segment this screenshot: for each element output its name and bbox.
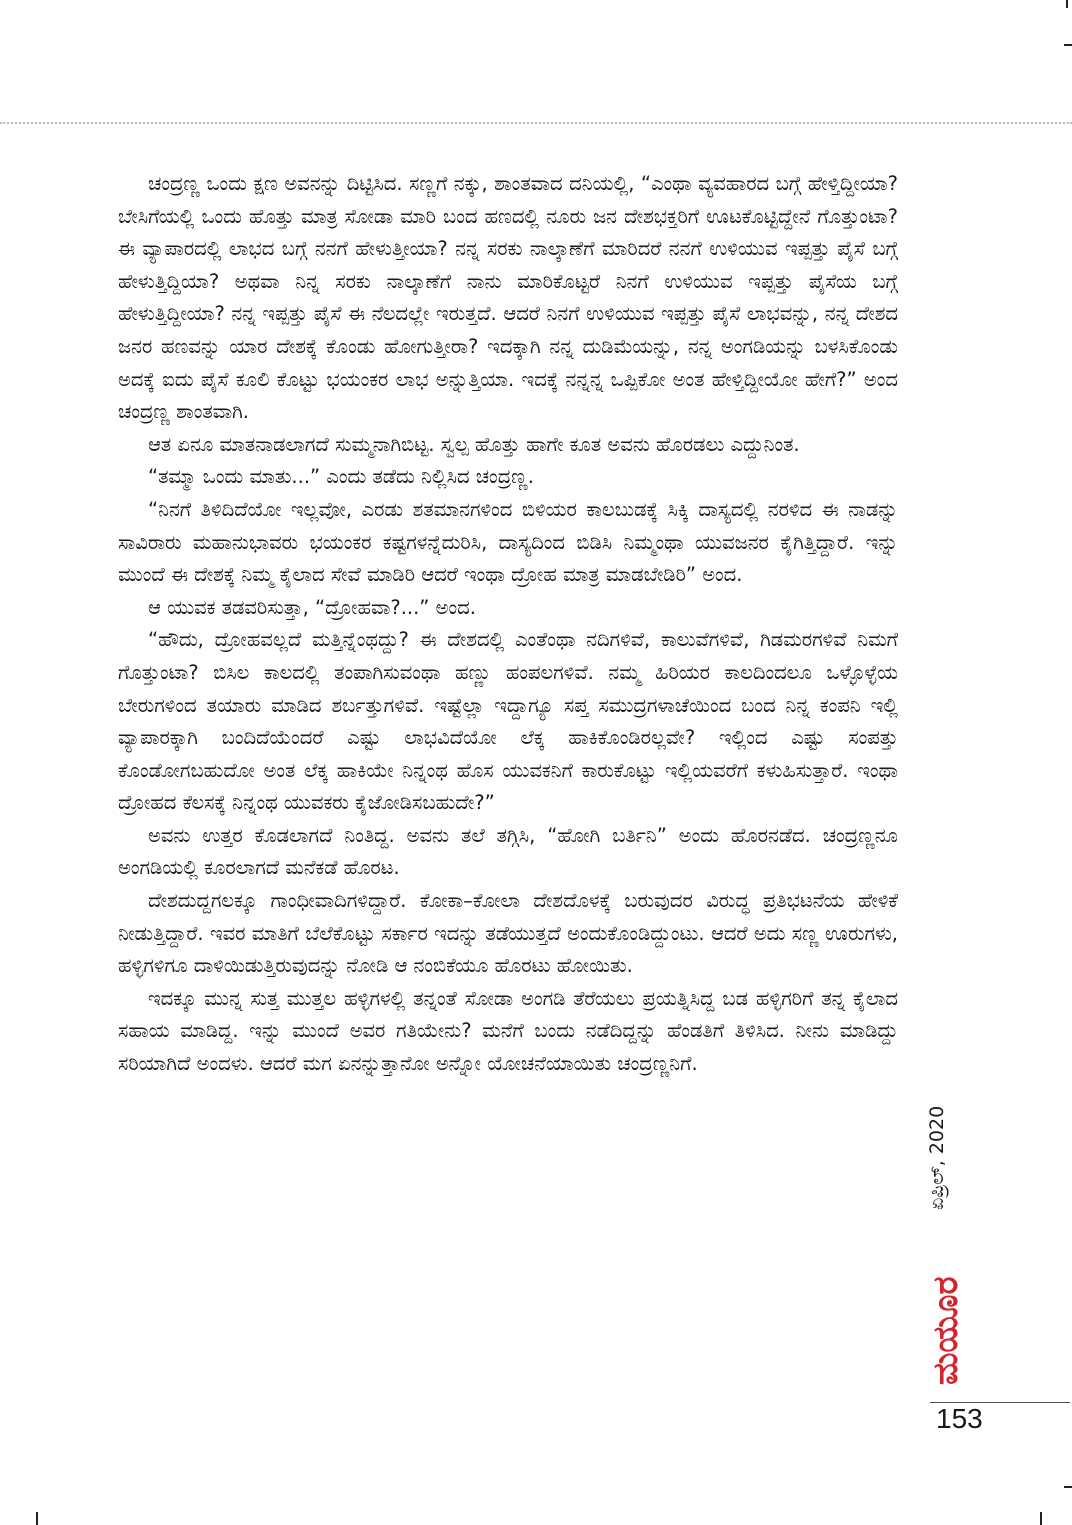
side-margin xyxy=(922,1100,966,1400)
paragraph: ದೇಶದುದ್ದಗಲಕ್ಕೂ ಗಾಂಧೀವಾದಿಗಳಿದ್ದಾರೆ. ಕೋಕಾ–ಕೋಲಾ ದೇಶದೊಳಕ್ಕೆ ಬರುವುದರ ವಿರುದ್ಧ ಪ್ರತಿಭಟನೆಯ ಹೇಳಿಕೆ ನೀಡುತ್ತಿದ್ದಾರೆ. ಇವರ ಮಾತಿಗೆ ಬೆಲೆಕೊಟ್ಟು ಸರ್ಕಾರ ಇದನ್ನು ತಡೆಯುತ್ತದೆ ಅಂದುಕೊಂಡಿದ್ದುಂಟು. ಆದರೆ ಅದು ಸಣ್ಣ ಊರುಗಳು, ಹಳ್ಳಿಗಳಿಗೂ ದಾಳಿಯಿಡುತ್ತಿರುವುದನ್ನು ನೋಡಿ ಆ ನಂಬಿಕೆಯೂ ಹೊರಟು ಹೋಯಿತು. xyxy=(118,889,898,978)
crop-mark-top xyxy=(1066,0,1068,8)
crop-mark-bottom-right xyxy=(1040,1512,1042,1525)
paragraph: ಆತ ಏನೂ ಮಾತನಾಡಲಾಗದೆ ಸುಮ್ಮನಾಗಿಬಿಟ್ಟ. ಸ್ವಲ್ಪ ಹೊತ್ತು ಹಾಗೇ ಕೂತ ಅವನು ಹೊರಡಲು ಎದ್ದುನಿಂತ. xyxy=(148,432,800,456)
paragraph: ಆ ಯುವಕ ತಡವರಿಸುತ್ತಾ, “ದ್ರೋಹವಾ?...” ಅಂದ. xyxy=(148,595,476,619)
crop-mark-right-top xyxy=(1064,44,1072,46)
page-number: 153 xyxy=(936,1403,983,1434)
paragraph: ಇದಕ್ಕೂ ಮುನ್ನ ಸುತ್ತ ಮುತ್ತಲ ಹಳ್ಳಿಗಳಲ್ಲಿ ತನ್ನಂತೆ ಸೋಡಾ ಅಂಗಡಿ ತೆರೆಯಲು ಪ್ರಯತ್ನಿಸಿದ್ದ ಬಡ ಹಳ್ಳಿಗರಿಗೆ ತನ್ನ ಕೈಲಾದ ಸಹಾಯ ಮಾಡಿದ್ದ. ಇನ್ನು ಮುಂದೆ ಅವರ ಗತಿಯೇನು? ಮನೆಗೆ ಬಂದು ನಡೆದಿದ್ದನ್ನು ಹೆಂಡತಿಗೆ ತಿಳಿಸಿದ. ನೀನು ಮಾಡಿದ್ದು ಸರಿಯಾಗಿದೆ ಅಂದಳು. ಆದರೆ ಮಗ ಏನನ್ನುತ್ತಾನೋ ಅನ್ನೋ ಯೋಚನೆಯಾಯಿತು ಚಂದ್ರಣ್ಣನಿಗೆ. xyxy=(118,986,898,1076)
paragraph: “ತಮ್ಮಾ ಒಂದು ಮಾತು...” ಎಂದು ತಡೆದು ನಿಲ್ಲಿಸಿದ ಚಂದ್ರಣ್ಣ. xyxy=(148,465,534,489)
paragraph: ಅವನು ಉತ್ತರ ಕೊಡಲಾಗದೆ ನಿಂತಿದ್ದ. ಅವನು ತಲೆ ತಗ್ಗಿಸಿ, “ಹೋಗಿ ಬರ್ತಿನಿ” ಅಂದು ಹೊರನಡೆದ. ಚಂದ್ರಣ್ಣನೂ ಅಂಗಡಿಯಲ್ಲಿ ಕೂರಲಾಗದೆ ಮನೆಕಡೆ ಹೊರಟ. xyxy=(118,823,898,880)
header-dotted-rule xyxy=(0,122,1072,124)
issue-date: ಏಪ್ರಿಲ್, 2020 xyxy=(926,1105,948,1210)
crop-mark-right-bottom xyxy=(1064,1486,1072,1488)
crop-mark-bottom-left xyxy=(36,1512,38,1525)
paragraph: ಚಂದ್ರಣ್ಣ ಒಂದು ಕ್ಷಣ ಅವನನ್ನು ದಿಟ್ಟಿಸಿದ. ಸಣ್ಣಗೆ ನಕ್ಕು, ಶಾಂತವಾದ ದನಿಯಲ್ಲಿ, “ಎಂಥಾ ವ್ಯವಹಾರದ ಬಗ್ಗೆ ಹೇಳ್ತಿದ್ದೀಯಾ? ಬೇಸಿಗೆಯಲ್ಲಿ ಒಂದು ಹೊತ್ತು ಮಾತ್ರ ಸೋಡಾ ಮಾರಿ ಬಂದ ಹಣದಲ್ಲಿ ನೂರು ಜನ ದೇಶಭಕ್ತರಿಗೆ ಊಟಕೊಟ್ಟಿದ್ದೇನೆ ಗೊತ್ತುಂಟಾ? ಈ ವ್ಯಾಪಾರದಲ್ಲಿ ಲಾಭದ ಬಗ್ಗೆ ನನಗೆ ಹೇಳುತ್ತೀಯಾ? ನನ್ನ ಸರಕು ನಾಲ್ಕಾಣೆಗೆ ಮಾರಿದರೆ ನನಗೆ ಉಳಿಯುವ ಇಪ್ಪತ್ತು ಪೈಸೆ ಬಗ್ಗೆ ಹೇಳುತ್ತಿದ್ದಿಯಾ? ಅಥವಾ ನಿನ್ನ ಸರಕು ನಾಲ್ಕಾಣೆಗೆ ನಾನು ಮಾರಿಕೊಟ್ಟರೆ ನಿನಗೆ ಉಳಿಯುವ ಇಪ್ಪತ್ತು ಪೈಸೆಯ ಬಗ್ಗೆ ಹೇಳುತ್ತಿದ್ದೀಯಾ? ನನ್ನ ಇಪ್ಪತ್ತು ಪೈಸೆ ಈ ನೆಲದಲ್ಲೇ ಇರುತ್ತದೆ. ಆದರೆ ನಿನಗೆ ಉಳಿಯುವ ಇಪ್ಪತ್ತು ಪೈಸೆ ಲಾಭವನ್ನು, ನನ್ನ ದೇಶದ ಜನರ ಹಣವನ್ನು ಯಾರ ದೇಶಕ್ಕೆ ಕೊಂಡು ಹೋಗುತ್ತೀರಾ? ಇದಕ್ಕಾಗಿ ನನ್ನ ದುಡಿಮೆಯನ್ನು, ನನ್ನ ಅಂಗಡಿಯನ್ನು ಬಳಸಿಕೊಂಡು ಅದಕ್ಕೆ ಐದು ಪೈಸೆ ಕೂಲಿ ಕೊಟ್ಟು ಭಯಂಕರ ಲಾಭ ಅನ್ನುತ್ತಿಯಾ. ಇದಕ್ಕೆ ನನ್ನನ್ನ ಒಪ್ಪಿಕೋ ಅಂತ ಹೇಳ್ತಿದ್ದೀಯೋ ಹೇಗೆ?” ಅಂದ ಚಂದ್ರಣ್ಣ ಶಾಂತವಾಗಿ. xyxy=(118,172,898,424)
paragraph: “ನಿನಗೆ ತಿಳಿದಿದೆಯೋ ಇಲ್ಲವೋ, ಎರಡು ಶತಮಾನಗಳಿಂದ ಬಿಳಿಯರ ಕಾಲಬುಡಕ್ಕೆ ಸಿಕ್ಕಿ ದಾಸ್ಯದಲ್ಲಿ ನರಳಿದ ಈ ನಾಡನ್ನು ಸಾವಿರಾರು ಮಹಾನುಭಾವರು ಭಯಂಕರ ಕಷ್ಟಗಳನ್ನೆದುರಿಸಿ, ದಾಸ್ಯದಿಂದ ಬಿಡಿಸಿ ನಿಮ್ಮಂಥಾ ಯುವಜನರ ಕೈಗಿತ್ತಿದ್ದಾರೆ. ಇನ್ನು ಮುಂದೆ ಈ ದೇಶಕ್ಕೆ ನಿಮ್ಮ ಕೈಲಾದ ಸೇವೆ ಮಾಡಿರಿ ಆದರೆ ಇಂಥಾ ದ್ರೋಹ ಮಾತ್ರ ಮಾಡಬೇಡಿರಿ” ಅಂದ. xyxy=(118,497,898,587)
article-body xyxy=(118,168,898,1081)
magazine-logo: ಮಯೂರ xyxy=(926,1276,966,1385)
paragraph: “ಹೌದು, ದ್ರೋಹವಲ್ಲದೆ ಮತ್ತಿನ್ನೆಂಥದ್ದು? ಈ ದೇಶದಲ್ಲಿ ಎಂತೆಂಥಾ ನದಿಗಳಿವೆ, ಕಾಲುವೆಗಳಿವೆ, ಗಿಡಮರಗಳಿವೆ ನಿಮಗೆ ಗೊತ್ತುಂಟಾ? ಬಿಸಿಲ ಕಾಲದಲ್ಲಿ ತಂಪಾಗಿಸುವಂಥಾ ಹಣ್ಣು ಹಂಪಲಗಳಿವೆ. ನಮ್ಮ ಹಿರಿಯರ ಕಾಲದಿಂದಲೂ ಒಳ್ಳೊಳ್ಳೆಯ ಬೇರುಗಳಿಂದ ತಯಾರು ಮಾಡಿದ ಶರ್ಬತ್ತುಗಳಿವೆ. ಇಷ್ಟೆಲ್ಲಾ ಇದ್ದಾಗ್ಯೂ ಸಪ್ತ ಸಮುದ್ರಗಳಾಚೆಯಿಂದ ಬಂದ ನಿನ್ನ ಕಂಪನಿ ಇಲ್ಲಿ ವ್ಯಾಪಾರಕ್ಕಾಗಿ ಬಂದಿದೆಯೆಂದರೆ ಎಷ್ಟು ಲಾಭವಿದೆಯೋ ಲೆಕ್ಕ ಹಾಕಿಕೊಂಡಿರಲ್ಲವೇ? ಇಲ್ಲಿಂದ ಎಷ್ಟು ಸಂಪತ್ತು ಕೊಂಡೋಗಬಹುದೋ ಅಂತ ಲೆಕ್ಕ ಹಾಕಿಯೇ ನಿನ್ನಂಥ ಹೊಸ ಯುವಕನಿಗೆ ಕಾರುಕೊಟ್ಟು ಇಲ್ಲಿಯವರೆಗೆ ಕಳುಹಿಸುತ್ತಾರೆ. ಇಂಥಾ ದ್ರೋಹದ ಕೆಲಸಕ್ಕೆ ನಿನ್ನಂಥ ಯುವಕರು ಕೈಜೋಡಿಸಬಹುದೇ?” xyxy=(118,628,898,815)
